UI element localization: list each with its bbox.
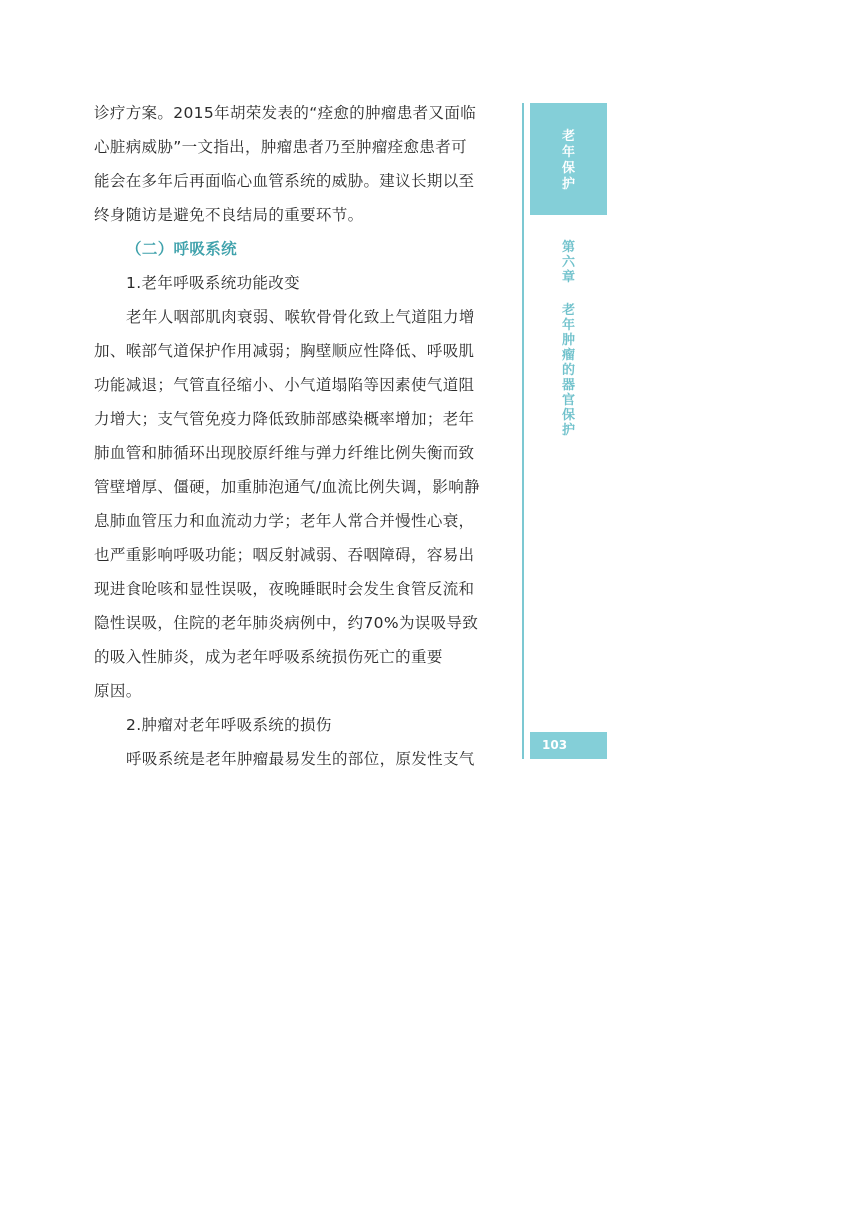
tab-char: 保: [561, 161, 575, 176]
chapter-char: 瘤: [561, 348, 575, 363]
chapter-char: 老: [561, 303, 575, 318]
chapter-char: 六: [561, 255, 575, 270]
section-tab: [530, 103, 607, 215]
text-line: 也严重影响呼吸功能；咽反射减弱、吞咽障碍，容易出: [94, 546, 475, 564]
chapter-char: 器: [561, 378, 575, 393]
text-line: 诊疗方案。2015年胡荣发表的“痊愈的肿瘤患者又面临: [94, 104, 477, 122]
text-line: 终身随访是避免不良结局的重要环节。: [94, 206, 364, 224]
text-line: 加、喉部气道保护作用减弱；胸壁顺应性降低、呼吸肌: [94, 342, 475, 360]
tab-char: 护: [561, 177, 575, 192]
text-line: 心脏病威胁”一文指出，肿瘤患者乃至肿瘤痊愈患者可: [94, 138, 467, 156]
chapter-char: 章: [561, 270, 575, 285]
chapter-char: 保: [561, 408, 575, 423]
subsection-heading: 2.肿瘤对老年呼吸系统的损伤: [126, 716, 332, 734]
text-line: 的吸入性肺炎，成为老年呼吸系统损伤死亡的重要: [94, 648, 443, 666]
tab-char: 年: [561, 145, 575, 160]
text-line: 能会在多年后再面临心血管系统的威胁。建议长期以至: [94, 172, 475, 190]
text-line: 功能减退；气管直径缩小、小气道塌陷等因素使气道阻: [94, 376, 475, 394]
text-line: 呼吸系统是老年肿瘤最易发生的部位，原发性支气: [126, 750, 475, 768]
chapter-char: 的: [561, 363, 575, 378]
margin-divider: [522, 103, 524, 759]
text-line: 原因。: [94, 682, 142, 700]
tab-char: 老: [561, 129, 575, 144]
text-line: 现进食呛咳和显性误吸，夜晚睡眠时会发生食管反流和: [94, 580, 475, 598]
section-tab-label: [530, 129, 607, 193]
chapter-char: 年: [561, 318, 575, 333]
chapter-char: 肿: [561, 333, 575, 348]
text-line: 息肺血管压力和血流动力学；老年人常合并慢性心衰，: [94, 512, 475, 530]
section-heading: （二）呼吸系统: [126, 240, 237, 258]
chapter-char: 第: [561, 240, 575, 255]
text-line: 肺血管和肺循环出现胶原纤维与弹力纤维比例失衡而致: [94, 444, 475, 462]
chapter-char: 护: [561, 423, 575, 438]
text-line: 老年人咽部肌肉衰弱、喉软骨骨化致上气道阻力增: [126, 308, 475, 326]
text-line: 管壁增厚、僵硬，加重肺泡通气/血流比例失调，影响静: [94, 478, 480, 496]
text-line: 隐性误吸，住院的老年肺炎病例中，约70%为误吸导致: [94, 614, 479, 632]
chapter-char: 官: [561, 393, 575, 408]
text-line: 力增大；支气管免疫力降低致肺部感染概率增加；老年: [94, 410, 475, 428]
page-number: 103: [542, 738, 568, 752]
chapter-title: [530, 240, 607, 438]
page-number-box: [530, 732, 607, 759]
subsection-heading: 1.老年呼吸系统功能改变: [126, 274, 300, 292]
